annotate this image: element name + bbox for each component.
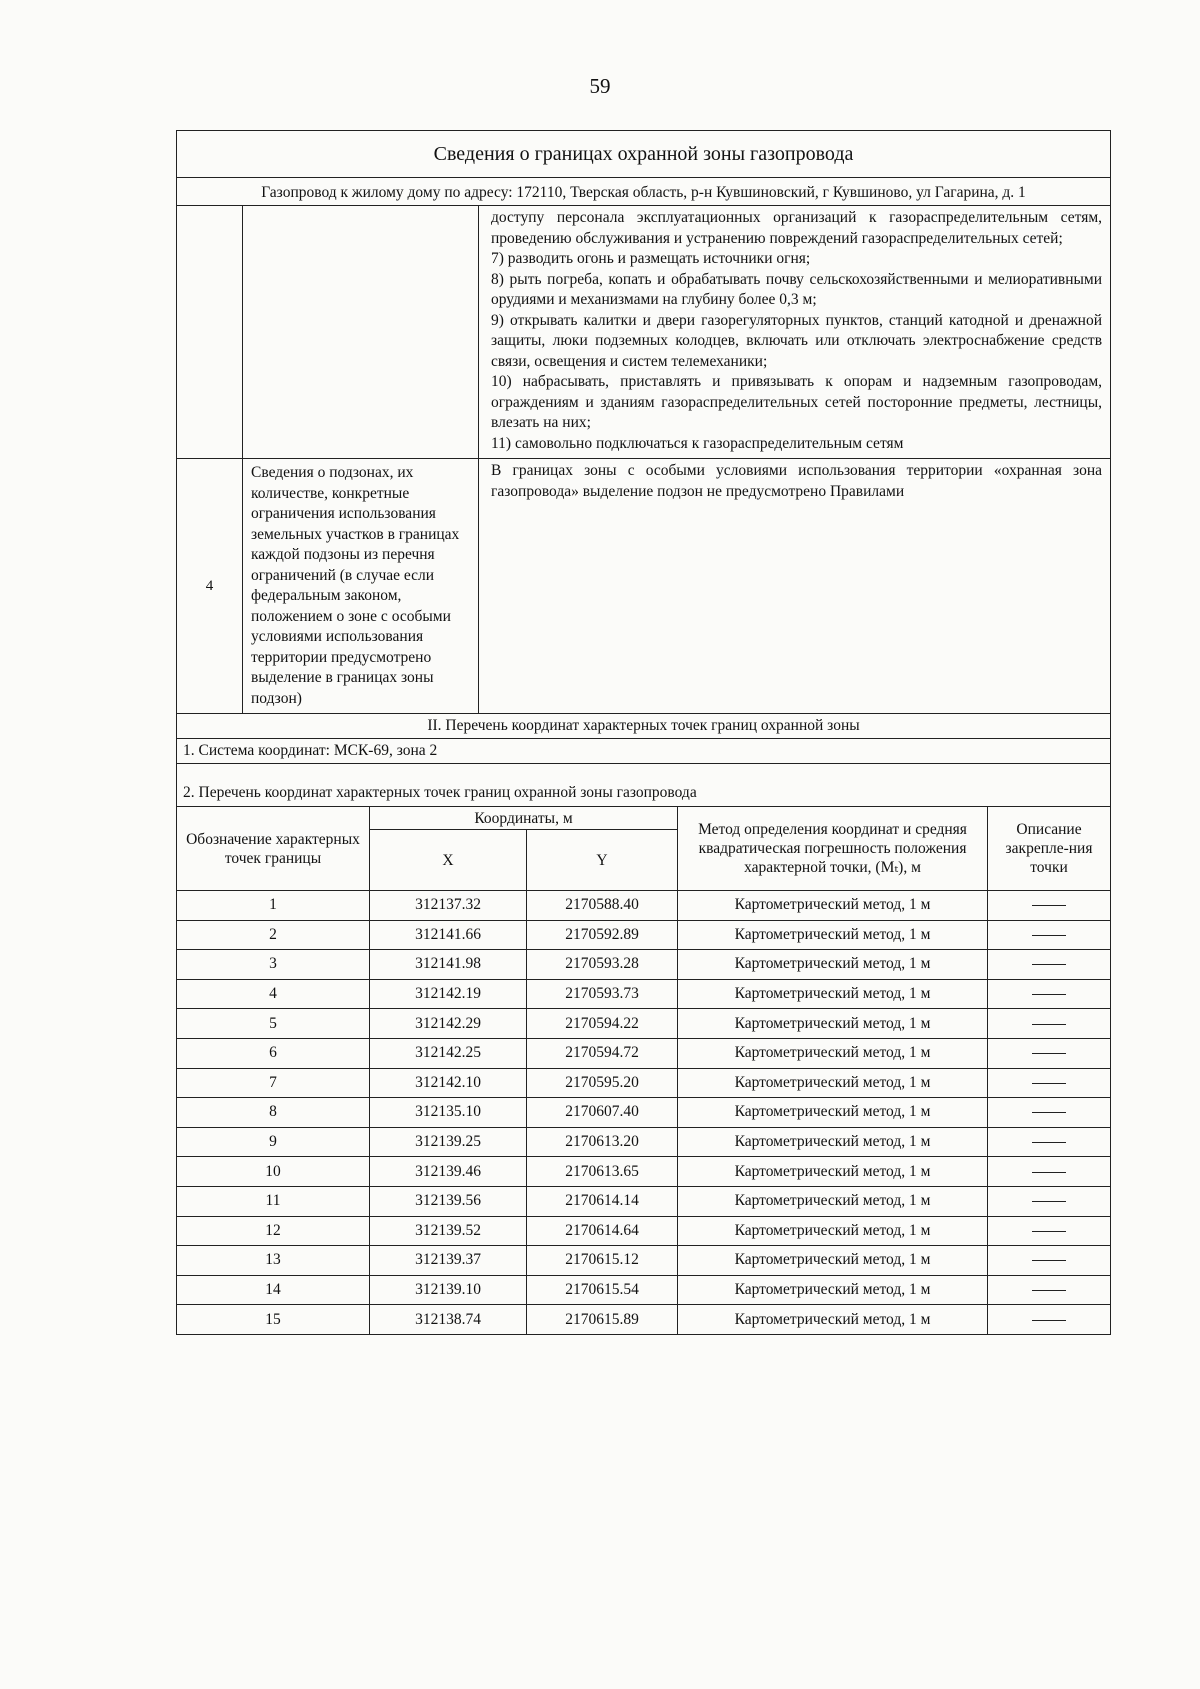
coordinates-section-heading: II. Перечень координат характерных точек границ охранной зоны (177, 714, 1111, 739)
dash-mark (1032, 1053, 1066, 1054)
method: Картометрический метод, 1 м (678, 1157, 988, 1187)
coordinate-x: 312139.52 (370, 1216, 527, 1246)
point-number: 12 (177, 1216, 370, 1246)
dash-mark (1032, 1260, 1066, 1261)
point-description (988, 979, 1111, 1009)
coordinate-x: 312135.10 (370, 1098, 527, 1128)
table-row (177, 1127, 1111, 1157)
dash-mark (1032, 905, 1066, 906)
point-description (988, 1098, 1111, 1128)
coordinate-y: 2170614.14 (527, 1186, 678, 1216)
coordinate-x: 312139.56 (370, 1186, 527, 1216)
coordinate-x: 312139.10 (370, 1275, 527, 1305)
restriction-item: доступу персонала эксплуатационных организаций к газораспределительным сетям, проведению обслуживания и устранению повреждений газораспределительных сетей; (491, 209, 1103, 247)
point-number: 11 (177, 1186, 370, 1216)
point-description (988, 891, 1111, 921)
table-row (177, 1038, 1111, 1068)
table-row (177, 1098, 1111, 1128)
row-number: 4 (177, 459, 243, 714)
subzones-text: В границах зоны с особыми условиями использования территории «охранная зона газопровода» выделение подзон не предусмотрено Правилами (479, 459, 1111, 714)
continuation-row (177, 206, 1111, 459)
restrictions-list (479, 206, 1111, 459)
point-number: 14 (177, 1275, 370, 1305)
page-number: 59 (589, 74, 611, 98)
coordinate-y: 2170615.12 (527, 1246, 678, 1276)
subzones-row (177, 459, 1111, 714)
method: Картометрический метод, 1 м (678, 1009, 988, 1039)
point-number: 2 (177, 920, 370, 950)
point-number: 9 (177, 1127, 370, 1157)
method: Картометрический метод, 1 м (678, 891, 988, 921)
coordinate-y: 2170607.40 (527, 1098, 678, 1128)
gas-pipeline-address: Газопровод к жилому дому по адресу: 172110, Тверская область, р-н Кувшиновский, г Кувшиново, ул Гагарина, д. 1 (177, 178, 1111, 206)
header-coordinates: Координаты, м (370, 807, 678, 830)
dash-mark (1032, 935, 1066, 936)
point-number: 13 (177, 1246, 370, 1276)
continuation-row-label (243, 206, 479, 459)
point-description (988, 1068, 1111, 1098)
method: Картометрический метод, 1 м (678, 1098, 988, 1128)
header-y: Y (527, 830, 678, 891)
restriction-item: 11) самовольно подключаться к газораспределительным сетям (491, 434, 904, 452)
table-row (177, 1216, 1111, 1246)
method: Картометрический метод, 1 м (678, 1246, 988, 1276)
header-description: Описание закрепле-ния точки (988, 807, 1111, 891)
dash-mark (1032, 1320, 1066, 1321)
dash-mark (1032, 1083, 1066, 1084)
header-method: Метод определения координат и средняя квадратическая погрешность положения характерной точки, (Mₜ), м (678, 807, 988, 891)
point-description (988, 920, 1111, 950)
coordinates-list-title: 2. Перечень координат характерных точек границ охранной зоны газопровода (177, 764, 1111, 807)
document-title: Сведения о границах охранной зоны газопровода (177, 131, 1111, 178)
dash-mark (1032, 964, 1066, 965)
coordinate-system: 1. Система координат: МСК-69, зона 2 (177, 739, 1111, 764)
table-row (177, 1246, 1111, 1276)
dash-mark (1032, 1201, 1066, 1202)
point-description (988, 1246, 1111, 1276)
table-row (177, 1275, 1111, 1305)
coordinate-x: 312141.66 (370, 920, 527, 950)
point-description (988, 950, 1111, 980)
coordinate-y: 2170593.28 (527, 950, 678, 980)
method: Картометрический метод, 1 м (678, 1216, 988, 1246)
table-row (177, 1157, 1111, 1187)
point-description (988, 1009, 1111, 1039)
point-description (988, 1275, 1111, 1305)
coordinate-y: 2170614.64 (527, 1216, 678, 1246)
method: Картометрический метод, 1 м (678, 950, 988, 980)
point-number: 15 (177, 1305, 370, 1335)
point-number: 7 (177, 1068, 370, 1098)
coordinates-table-body (177, 891, 1111, 1335)
dash-mark (1032, 994, 1066, 995)
method: Картометрический метод, 1 м (678, 1068, 988, 1098)
point-description (988, 1305, 1111, 1335)
method: Картометрический метод, 1 м (678, 979, 988, 1009)
restriction-item: 9) открывать калитки и двери газорегуляторных пунктов, станций катодной и дренажной защиты, люки подземных колодцев, включать или отключать электроснабжение средств связи, освещения и систем телемеханики; (491, 311, 1103, 370)
coordinate-y: 2170615.89 (527, 1305, 678, 1335)
coordinate-y: 2170595.20 (527, 1068, 678, 1098)
point-number: 3 (177, 950, 370, 980)
table-row (177, 1068, 1111, 1098)
coordinate-y: 2170594.72 (527, 1038, 678, 1068)
point-number: 6 (177, 1038, 370, 1068)
coordinate-y: 2170592.89 (527, 920, 678, 950)
header-x: X (370, 830, 527, 891)
dash-mark (1032, 1142, 1066, 1143)
point-number: 4 (177, 979, 370, 1009)
point-description (988, 1157, 1111, 1187)
coordinate-x: 312138.74 (370, 1305, 527, 1335)
point-description (988, 1038, 1111, 1068)
coordinate-y: 2170594.22 (527, 1009, 678, 1039)
subzones-label: Сведения о подзонах, их количестве, конкретные ограничения использования земельных участков в границах каждой подзоны из перечня ограничений (в случае если федеральным законом, положением о зоне с особыми условиями использования территории предусмотрено выделение в границах зоны подзон) (243, 459, 479, 714)
dash-mark (1032, 1290, 1066, 1291)
table-row (177, 891, 1111, 921)
dash-mark (1032, 1231, 1066, 1232)
method: Картометрический метод, 1 м (678, 1038, 988, 1068)
method: Картометрический метод, 1 м (678, 1305, 988, 1335)
zone-info-table (176, 130, 1111, 807)
dash-mark (1032, 1112, 1066, 1113)
point-number: 8 (177, 1098, 370, 1128)
coordinate-y: 2170588.40 (527, 891, 678, 921)
point-number: 1 (177, 891, 370, 921)
dash-mark (1032, 1024, 1066, 1025)
coordinate-x: 312142.29 (370, 1009, 527, 1039)
point-description (988, 1186, 1111, 1216)
point-description (988, 1127, 1111, 1157)
coordinate-x: 312139.46 (370, 1157, 527, 1187)
restriction-item: 8) рыть погреба, копать и обрабатывать почву сельскохозяйственными и мелиоративными орудиями и механизмами на глубину более 0,3 м; (491, 270, 1103, 308)
restriction-item: 7) разводить огонь и размещать источники огня; (491, 250, 811, 267)
table-row (177, 1186, 1111, 1216)
table-row (177, 979, 1111, 1009)
table-row (177, 950, 1111, 980)
restriction-item: 10) набрасывать, приставлять и привязывать к опорам и надземным газопроводам, ограждениям и зданиям газораспределительных сетей посторонние предметы, лестницы, влезать на них; (491, 373, 1103, 431)
coordinate-x: 312141.98 (370, 950, 527, 980)
coordinate-y: 2170613.20 (527, 1127, 678, 1157)
method: Картометрический метод, 1 м (678, 1127, 988, 1157)
continuation-row-number (177, 206, 243, 459)
coordinate-x: 312142.25 (370, 1038, 527, 1068)
coordinate-x: 312139.37 (370, 1246, 527, 1276)
point-number: 5 (177, 1009, 370, 1039)
point-description (988, 1216, 1111, 1246)
method: Картометрический метод, 1 м (678, 920, 988, 950)
coordinate-x: 312142.19 (370, 979, 527, 1009)
zone-info-document (176, 130, 1110, 1335)
dash-mark (1032, 1172, 1066, 1173)
coordinate-y: 2170593.73 (527, 979, 678, 1009)
coordinates-table (176, 806, 1111, 1335)
method: Картометрический метод, 1 м (678, 1186, 988, 1216)
table-row (177, 1305, 1111, 1335)
table-row (177, 1009, 1111, 1039)
method: Картометрический метод, 1 м (678, 1275, 988, 1305)
table-row (177, 920, 1111, 950)
point-number: 10 (177, 1157, 370, 1187)
coordinate-x: 312142.10 (370, 1068, 527, 1098)
coordinate-x: 312139.25 (370, 1127, 527, 1157)
coordinate-y: 2170613.65 (527, 1157, 678, 1187)
coordinate-y: 2170615.54 (527, 1275, 678, 1305)
coordinate-x: 312137.32 (370, 891, 527, 921)
header-point: Обозначение характерных точек границы (177, 807, 370, 891)
